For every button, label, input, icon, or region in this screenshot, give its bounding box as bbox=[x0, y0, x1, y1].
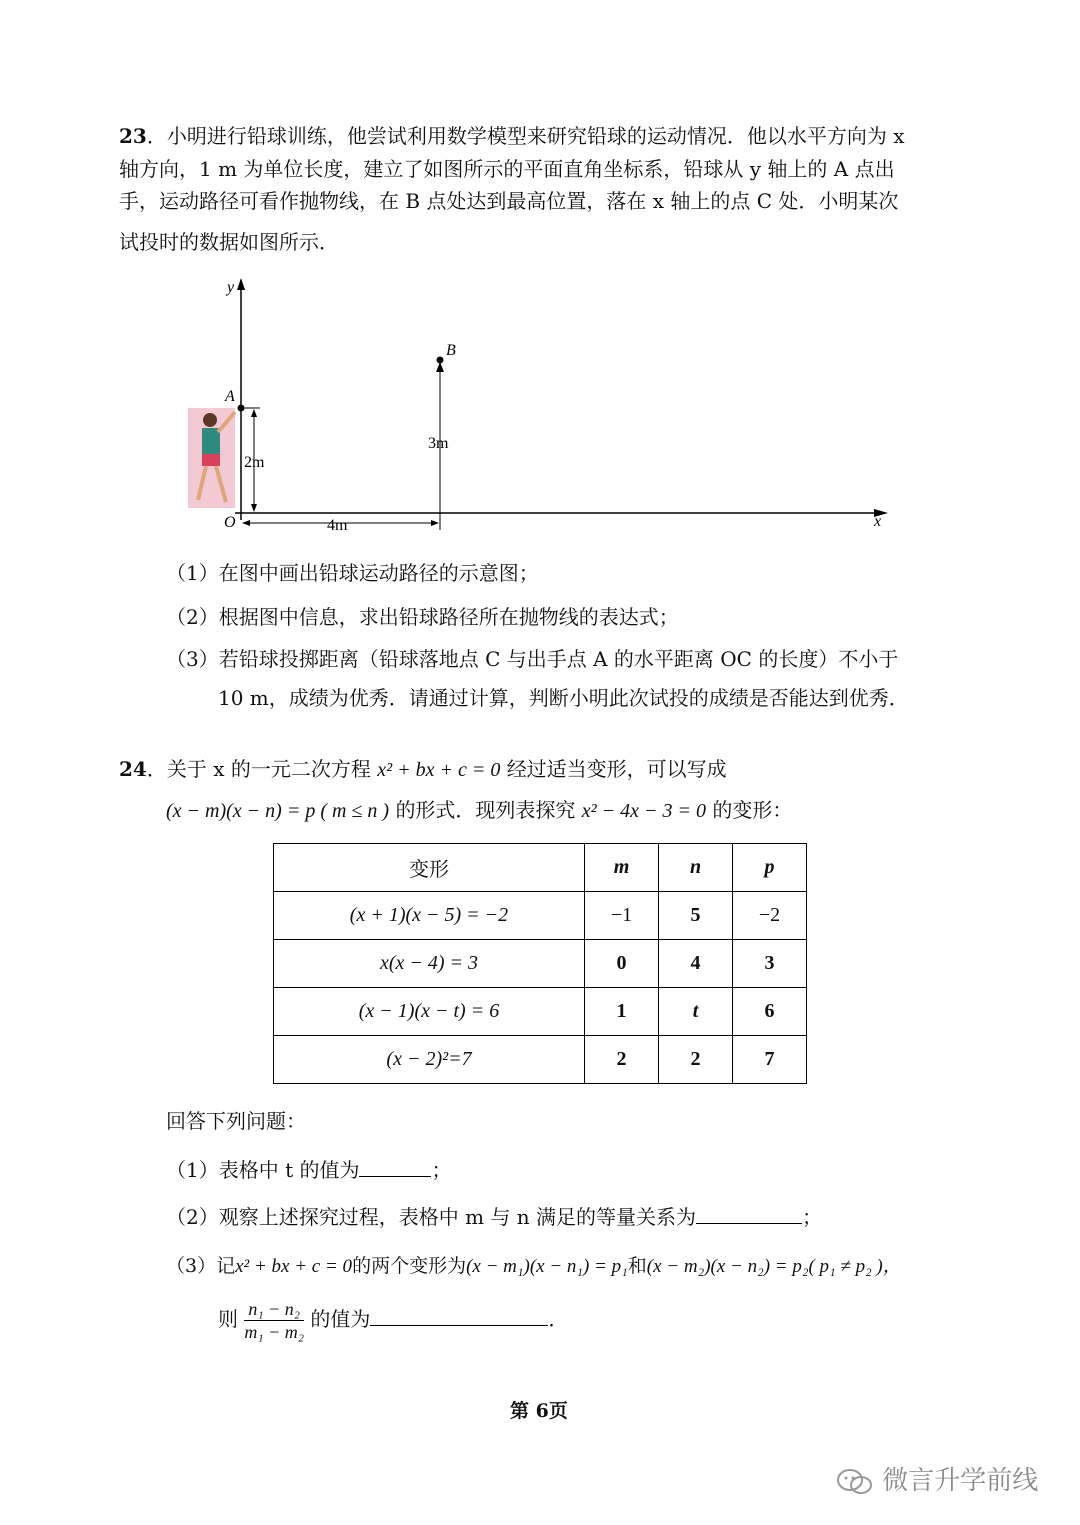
table-cell: (x − 1)(x − t) = 6 bbox=[274, 988, 585, 1036]
table-cell: x(x − 4) = 3 bbox=[274, 940, 585, 988]
shot-putter-illustration bbox=[188, 408, 235, 508]
q23-number: 23 bbox=[119, 124, 147, 148]
q23-sub-2: （2）根据图中信息，求出铅球路径所在抛物线的表达式； bbox=[166, 605, 679, 629]
table-row bbox=[274, 940, 807, 988]
q24-sub-3-text-a: （3）记 bbox=[166, 1255, 236, 1277]
y-axis-label: y bbox=[227, 279, 235, 296]
q24-line-1-text-b: 经过适当变形，可以写成 bbox=[506, 757, 727, 781]
q24-sub-2-blank[interactable] bbox=[696, 1203, 802, 1224]
q24-sub-1 bbox=[166, 1156, 451, 1183]
table-row bbox=[274, 1036, 807, 1084]
point-b-label: B bbox=[446, 342, 456, 359]
q23-sub-3-line-1: （3）若铅球投掷距离（铅球落地点 C 与出手点 A 的水平距离 OC 的长度）不小于 bbox=[166, 647, 899, 671]
page-number: 第 6页 bbox=[510, 1400, 568, 1422]
height-b-label: 3m bbox=[428, 435, 449, 452]
table-cell: (x − 2)²=7 bbox=[274, 1036, 585, 1084]
q24-fraction bbox=[244, 1298, 304, 1343]
q23-line-2: 轴方向，1 m 为单位长度，建立了如图所示的平面直角坐标系，铅球从 y 轴上的 A 点出 bbox=[119, 157, 895, 181]
table-header-row bbox=[274, 844, 807, 892]
q24-table bbox=[273, 843, 807, 1084]
table-cell: 7 bbox=[733, 1036, 807, 1084]
table-cell: 6 bbox=[733, 988, 807, 1036]
table-cell: 1 bbox=[585, 988, 659, 1036]
q24-line-2-equation: x² − 4x − 3 = 0 bbox=[581, 800, 707, 822]
q24-sub-1-text: （1）表格中 t 的值为 bbox=[166, 1158, 360, 1182]
q24-sub-3-equation-1: x² + bx + c = 0 bbox=[235, 1256, 353, 1277]
q24-sub-2 bbox=[166, 1203, 822, 1230]
q23-line-1 bbox=[119, 123, 904, 149]
q24-line-2-form: (x − m)(x − n) = p ( m ≤ n ) bbox=[166, 800, 390, 822]
table-header-cell: m bbox=[585, 844, 659, 892]
table-row bbox=[274, 892, 807, 940]
table-cell: −2 bbox=[733, 892, 807, 940]
q24-sub-3 bbox=[166, 1253, 902, 1280]
q24-sub-3-equation-2: (x − m₁)(x − n₁) = p₁ bbox=[466, 1256, 628, 1277]
table-cell: 3 bbox=[733, 940, 807, 988]
q24-line-2-text-b: 的形式．现列表探究 bbox=[395, 798, 576, 822]
q24-sub-3-line-2 bbox=[218, 1298, 568, 1343]
q24-sub-3-text-d: 的值为 bbox=[310, 1307, 371, 1331]
table-cell: −1 bbox=[585, 892, 659, 940]
height-a-label: 2m bbox=[244, 454, 265, 471]
table-header-cell: n bbox=[659, 844, 733, 892]
q24-sub-3-blank[interactable] bbox=[370, 1305, 548, 1326]
watermark bbox=[836, 1460, 1038, 1497]
q23-figure bbox=[180, 270, 900, 540]
table-cell: 4 bbox=[659, 940, 733, 988]
table-cell: 5 bbox=[659, 892, 733, 940]
q23-sub-3-line-2: 10 m，成绩为优秀．请通过计算，判断小明此次试投的成绩是否能达到优秀． bbox=[218, 686, 909, 710]
table-cell: 2 bbox=[585, 1036, 659, 1084]
q23-line-4: 试投时的数据如图所示． bbox=[119, 230, 339, 254]
distance-label: 4m bbox=[327, 517, 348, 534]
q24-number: 24 bbox=[119, 757, 147, 781]
q24-line-1-text-a: ．关于 x 的一元二次方程 bbox=[146, 757, 371, 781]
q24-sub-3-end: ． bbox=[548, 1307, 569, 1331]
q24-sub-1-end: ； bbox=[431, 1158, 452, 1182]
q24-line-1 bbox=[119, 756, 727, 783]
table-row bbox=[274, 988, 807, 1036]
table-header-cell: 变形 bbox=[274, 844, 585, 892]
table-cell: (x + 1)(x − 5) = −2 bbox=[274, 892, 585, 940]
origin-label: O bbox=[224, 514, 236, 531]
q24-sub-3-equation-3: (x − m₂)(x − n₂) = p₂ bbox=[646, 1256, 809, 1277]
q24-answer-prompt: 回答下列问题： bbox=[166, 1109, 306, 1133]
q24-sub-3-text-c: 和 bbox=[627, 1255, 647, 1277]
q24-line-1-equation: x² + bx + c = 0 bbox=[377, 759, 501, 781]
wechat-icon bbox=[836, 1467, 874, 1497]
q24-line-2 bbox=[166, 797, 792, 824]
y-axis-arrow bbox=[237, 278, 245, 290]
table-header-cell: p bbox=[733, 844, 807, 892]
watermark-text: 微言升学前线 bbox=[882, 1466, 1039, 1496]
q24-sub-2-text: （2）观察上述探究过程，表格中 m 与 n 满足的等量关系为 bbox=[166, 1205, 696, 1229]
q24-sub-3-condition: ( p₁ ≠ p₂ )， bbox=[808, 1256, 902, 1277]
fraction-denominator: m₁ − m₂ bbox=[244, 1322, 305, 1342]
q24-sub-2-end: ； bbox=[802, 1205, 822, 1229]
q23-line-3: 手，运动路径可看作抛物线，在 B 点处达到最高位置，落在 x 轴上的点 C 处．小明某次 bbox=[119, 189, 899, 213]
point-a-label: A bbox=[225, 388, 235, 405]
table-cell: 0 bbox=[585, 940, 659, 988]
table-cell: t bbox=[659, 988, 733, 1036]
q24-sub-1-blank[interactable] bbox=[359, 1156, 431, 1177]
x-axis-label: x bbox=[874, 513, 882, 530]
fraction-numerator: n₁ − n₂ bbox=[244, 1298, 304, 1321]
q24-sub-3-then: 则 bbox=[218, 1307, 238, 1331]
q24-line-2-text-c: 的变形： bbox=[712, 798, 793, 822]
q24-sub-3-text-b: 的两个变形为 bbox=[352, 1255, 467, 1277]
table-cell: 2 bbox=[659, 1036, 733, 1084]
q23-sub-1: （1）在图中画出铅球运动路径的示意图； bbox=[166, 561, 539, 585]
q23-intro-1: ．小明进行铅球训练，他尝试利用数学模型来研究铅球的运动情况．他以水平方向为 x bbox=[146, 124, 905, 148]
